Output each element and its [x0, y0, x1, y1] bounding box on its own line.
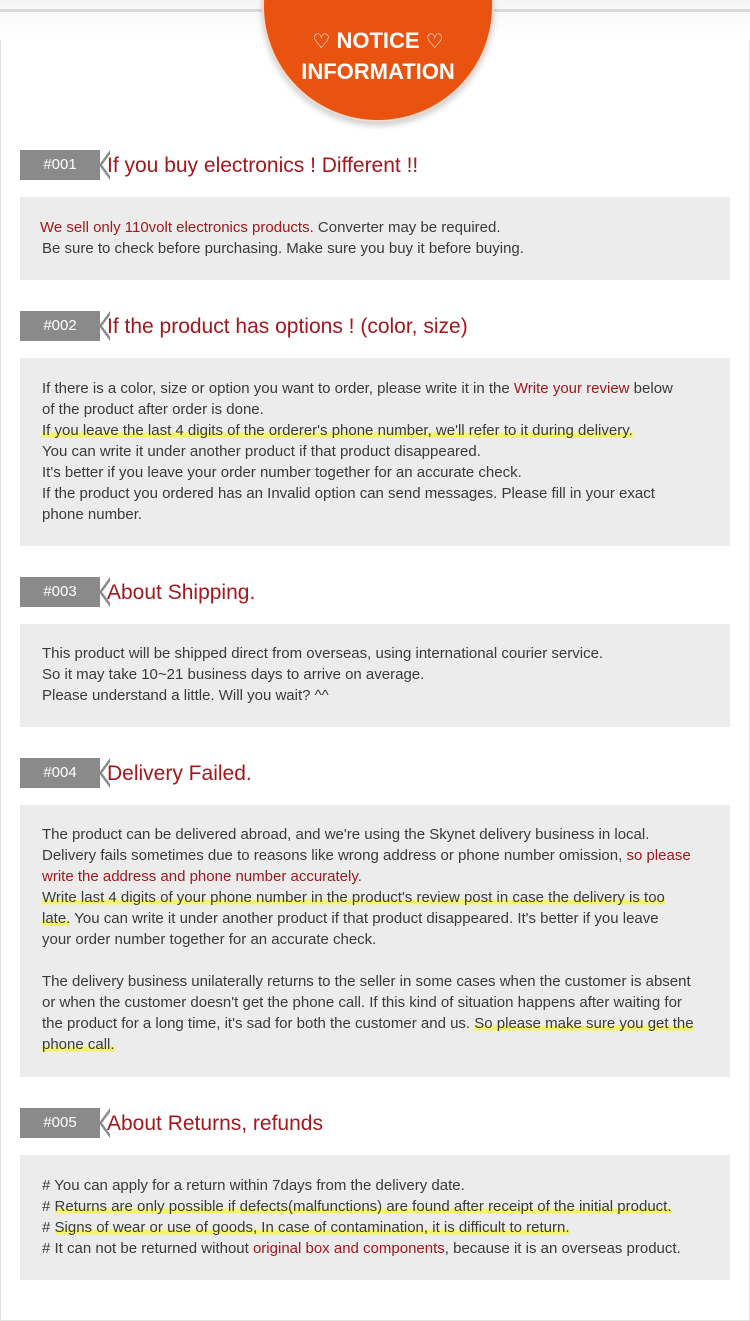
highlighted-text: If you leave the last 4 digits of the orderer's phone number, we'll refer to it during delivery.: [42, 422, 633, 439]
text-line: This product will be shipped direct from overseas, using international courier service.: [42, 645, 604, 662]
text: Converter may be required.: [313, 219, 501, 236]
section-title: About Returns, refunds: [107, 1112, 323, 1135]
section-body-002: [20, 358, 730, 546]
text-line: If the product you ordered has an Invalid option can send messages. Please fill in your exact: [42, 485, 655, 502]
section-number-tag: #004: [20, 758, 100, 788]
section-title: About Shipping.: [107, 581, 256, 604]
section-number-tag: #001: [20, 150, 100, 180]
text-line: Be sure to check before purchasing. Make sure you buy it before buying.: [42, 240, 524, 257]
heart-icon: ♡: [312, 31, 331, 53]
section-number-tag: #003: [20, 577, 100, 607]
text-line: So it may take 10~21 business days to arrive on average.: [42, 666, 425, 683]
text-line: phone number.: [42, 506, 143, 523]
top-divider-left: [0, 9, 264, 12]
text-line: or when the customer doesn't get the phone call. If this kind of situation happens after waiting for: [42, 994, 682, 1011]
text-line: Delivery fails sometimes due to reasons like wrong address or phone number omission, so please: [42, 847, 691, 864]
highlighted-text: Signs of wear or use of goods, In case of contamination, it is difficult to return.: [54, 1219, 570, 1236]
highlighted-text: Write last 4 digits of your phone number in the product's review post in case the delivery is too: [42, 889, 665, 906]
text-line: late. You can write it under another product if that product disappeared. It's better if you leave: [42, 910, 659, 927]
section-number-tag: #005: [20, 1108, 100, 1138]
section-body-001: [20, 197, 730, 280]
section-body-004: [20, 805, 730, 1077]
text-line: # It can not be returned without original box and components, because it is an overseas product.: [42, 1240, 681, 1257]
badge-line-2: INFORMATION: [301, 59, 455, 84]
text-line: # You can apply for a return within 7days from the delivery date.: [42, 1177, 465, 1194]
text-line: Please understand a little. Will you wait? ^^: [42, 687, 329, 704]
highlighted-text: So please make sure you get the: [474, 1015, 694, 1032]
text-line: [40, 217, 524, 238]
text-line: write the address and phone number accurately.: [42, 868, 362, 885]
text-line: It's better if you leave your order number together for an accurate check.: [42, 464, 522, 481]
highlighted-text: phone call.: [42, 1036, 115, 1053]
section-title: If you buy electronics ! Different !!: [107, 154, 419, 177]
text-line: The delivery business unilaterally returns to the seller in some cases when the customer is absent: [42, 973, 691, 990]
highlighted-text: Returns are only possible if defects(malfunctions) are found after receipt of the initial product.: [54, 1198, 672, 1215]
top-divider-right: [490, 9, 750, 12]
text-line: # Returns are only possible if defects(malfunctions) are found after receipt of the initial product.: [42, 1198, 672, 1215]
heart-icon: ♡: [425, 31, 444, 53]
section-number-tag: #002: [20, 311, 100, 341]
section-title: Delivery Failed.: [107, 762, 252, 785]
text-line: the product for a long time, it's sad for both the customer and us. So please make sure you get the: [42, 1015, 694, 1032]
section-body-003: [20, 624, 730, 727]
text-line: You can write it under another product if that product disappeared.: [42, 443, 481, 460]
highlighted-text: late.: [42, 910, 71, 927]
text-line: [42, 420, 722, 441]
red-text: We sell only 110volt electronics products.: [40, 219, 314, 236]
section-title: If the product has options ! (color, size): [107, 315, 468, 338]
spacer: [42, 950, 726, 971]
text-line: of the product after order is done.: [42, 401, 264, 418]
text-line: your order number together for an accurate check.: [42, 931, 377, 948]
section-body-005: [20, 1155, 730, 1280]
text-line: The product can be delivered abroad, and we're using the Skynet delivery business in local.: [42, 826, 650, 843]
text-line: # Signs of wear or use of goods, In case of contamination, it is difficult to return.: [42, 1219, 570, 1236]
text-line: [42, 1034, 726, 1055]
badge-line-1: NOTICE: [336, 28, 420, 53]
write-review-text: Write your review: [513, 380, 630, 397]
text-line: If there is a color, size or option you want to order, please write it in the Write your review below: [42, 380, 673, 397]
text-line: [42, 887, 726, 908]
